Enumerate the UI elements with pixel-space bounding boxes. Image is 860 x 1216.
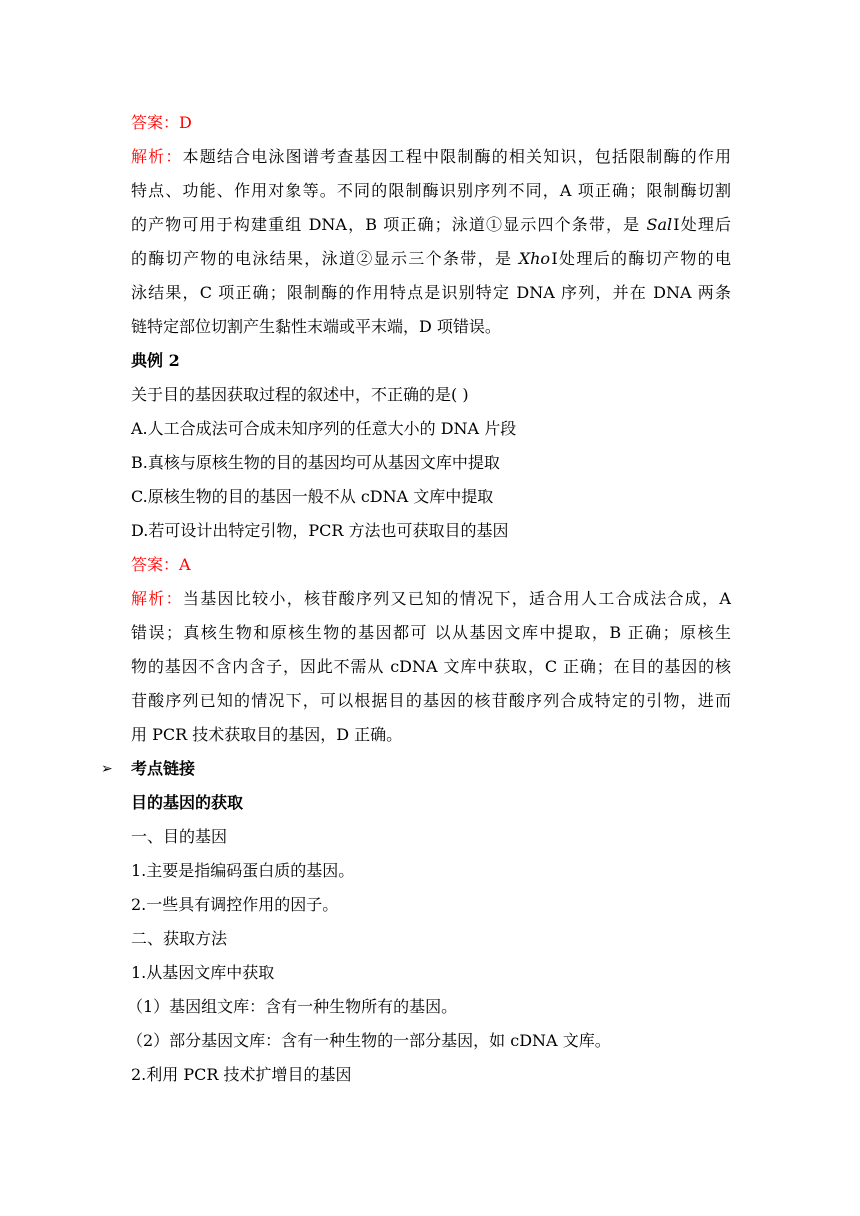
link-item-6: （1）基因组文库：含有一种生物所有的基因。 xyxy=(127,997,458,1016)
enzyme-sal: Sal xyxy=(646,215,673,234)
link-item-7: （2）部分基因文库：含有一种生物的一部分基因，如 cDNA 文库。 xyxy=(127,1031,611,1050)
analysis-1-line-6: 链特定部位切割产生黏性末端或平末端，D 项错误。 xyxy=(131,317,501,336)
analysis-1-label: 解析： xyxy=(131,147,183,166)
analysis-1-line-5: 泳结果，C 项正确；限制酶的作用特点是识别特定 DNA 序列，并在 DNA 两条 xyxy=(131,283,731,302)
link-heading: ➢ 考点链接 xyxy=(131,752,731,786)
option-a: A.人工合成法可合成未知序列的任意大小的 DNA 片段 xyxy=(131,419,517,438)
analysis-1-line-2: 特点、功能、作用对象等。不同的限制酶识别序列不同，A 项正确；限制酶切割 xyxy=(131,181,731,200)
analysis-1-line-1: 解析：本题结合电泳图谱考查基因工程中限制酶的相关知识，包括限制酶的作用 xyxy=(131,147,731,166)
link-item-2: 1.主要是指编码蛋白质的基因。 xyxy=(131,861,355,880)
analysis-2-line-5: 用 PCR 技术获取目的基因，D 正确。 xyxy=(131,725,403,744)
enzyme-xho: Xho xyxy=(518,249,551,268)
answer-2-label: 答案： xyxy=(131,555,180,574)
link-item-8: 2.利用 PCR 技术扩增目的基因 xyxy=(131,1065,352,1084)
option-b: B.真核与原核生物的目的基因均可从基因文库中提取 xyxy=(131,453,500,472)
option-c: C.原核生物的目的基因一般不从 cDNA 文库中提取 xyxy=(131,487,494,506)
analysis-2-line-3: 物的基因不含内含子，因此不需从 cDNA 文库中获取，C 正确；在目的基因的核 xyxy=(131,657,731,676)
analysis-2-line-4: 苷酸序列已知的情况下，可以根据目的基因的核苷酸序列合成特定的引物，进而 xyxy=(131,691,731,710)
analysis-2 xyxy=(131,582,731,752)
answer-1 xyxy=(131,106,731,140)
option-d: D.若可设计出特定引物，PCR 方法也可获取目的基因 xyxy=(131,521,509,540)
answer-1-label: 答案： xyxy=(131,113,180,132)
document-page xyxy=(101,106,731,1092)
link-subheading: 目的基因的获取 xyxy=(131,793,244,812)
link-item-4: 二、获取方法 xyxy=(131,929,228,948)
example-2-heading: 典例 2 xyxy=(131,351,180,370)
answer-2-value: A xyxy=(179,555,191,574)
analysis-1 xyxy=(131,140,731,344)
analysis-2-line-1: 解析：当基因比较小，核苷酸序列又已知的情况下，适合用人工合成法合成，A xyxy=(131,589,731,608)
link-item-3: 2.一些具有调控作用的因子。 xyxy=(131,895,339,914)
analysis-1-line-4: 的酶切产物的电泳结果，泳道②显示三个条带，是 XhoⅠ处理后的酶切产物的电 xyxy=(131,249,731,268)
answer-2 xyxy=(131,548,731,582)
link-item-5: 1.从基因文库中获取 xyxy=(131,963,275,982)
arrow-bullet-icon: ➢ xyxy=(101,761,113,777)
example-2-question: 关于目的基因获取过程的叙述中，不正确的是( ) xyxy=(131,385,469,404)
answer-1-value: D xyxy=(179,113,192,132)
link-item-1: 一、目的基因 xyxy=(131,827,228,846)
analysis-2-line-2: 错误；真核生物和原核生物的基因都可 以从基因文库中提取，B 正确；原核生 xyxy=(131,623,731,642)
analysis-2-label: 解析： xyxy=(131,589,183,608)
analysis-1-line-3: 的产物可用于构建重组 DNA，B 项正确；泳道①显示四个条带，是 SalⅠ处理后 xyxy=(131,215,731,234)
